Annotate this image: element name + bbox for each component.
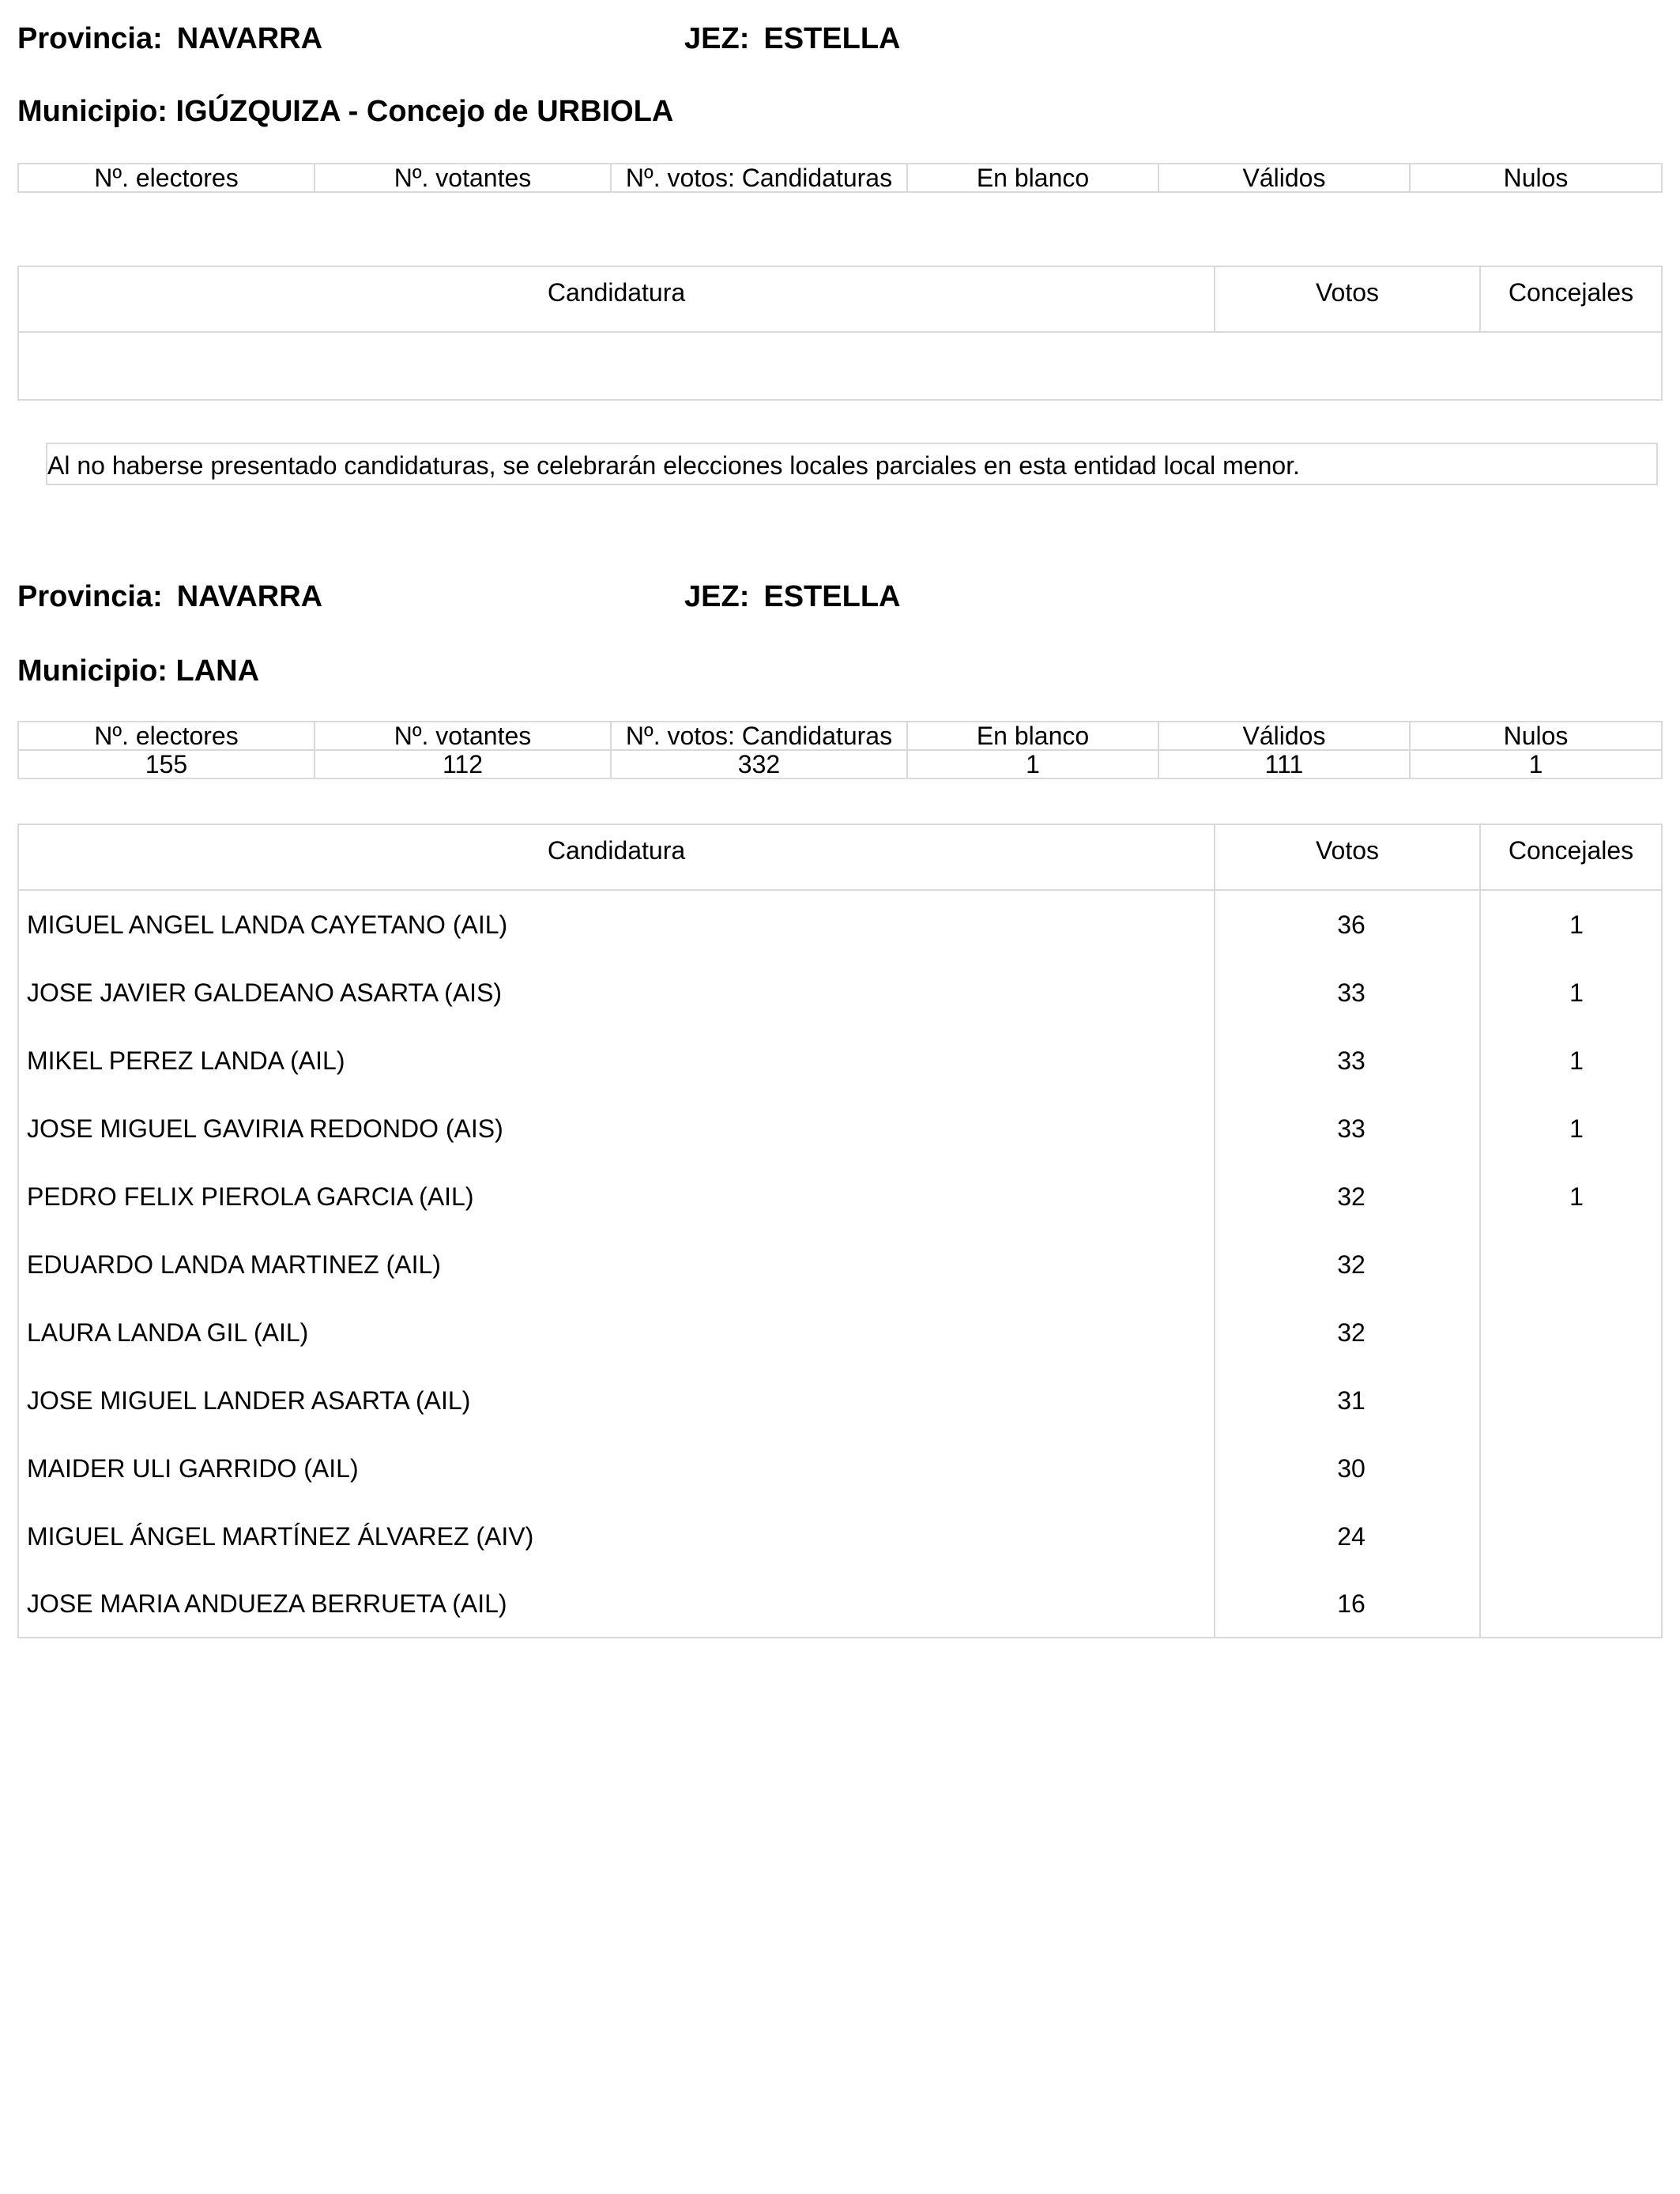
- table-row: [18, 1570, 1662, 1638]
- no-candidatures-note: Al no haberse presentado candidaturas, se celebrarán elecciones locales parciales en esta entidad local menor.: [46, 443, 1658, 485]
- candidate-votes: 33: [1215, 959, 1480, 1027]
- jez-line: [684, 579, 900, 615]
- nulos-value: 1: [1410, 750, 1662, 778]
- candidate-name: MIGUEL ÁNGEL MARTÍNEZ ÁLVAREZ (AIV): [27, 1521, 534, 1551]
- candidate-concejales: [1480, 1231, 1662, 1299]
- municipio-value: LANA: [175, 654, 260, 688]
- provincia-line: [17, 579, 322, 615]
- candidatura-header: Candidatura: [18, 266, 1215, 332]
- provincia-value: NAVARRA: [176, 22, 323, 55]
- candidate-concejales: [1480, 1502, 1662, 1570]
- validos-value: 111: [1158, 750, 1410, 778]
- provincia-label: Provincia:: [17, 580, 163, 613]
- votantes-value: 112: [315, 750, 611, 778]
- stats-header-row: [18, 164, 1662, 192]
- candidate-name: PEDRO FELIX PIEROLA GARCIA (AIL): [27, 1182, 474, 1211]
- table-row: [18, 1299, 1662, 1367]
- stats-header-cell: Nº. votos: Candidaturas: [611, 164, 907, 192]
- municipio-value: IGÚZQUIZA - Concejo de URBIOLA: [175, 95, 674, 128]
- candidate-votes: 32: [1215, 1299, 1480, 1367]
- stats-header-cell: Nº. electores: [18, 164, 315, 192]
- jez-value: ESTELLA: [763, 580, 901, 613]
- stats-header-cell: Nº. votantes: [315, 722, 611, 750]
- candidate-votes: 33: [1215, 1027, 1480, 1095]
- municipio-line: [17, 653, 259, 689]
- table-row: [18, 1231, 1662, 1299]
- stats-header-cell: Nº. votos: Candidaturas: [611, 722, 907, 750]
- concejales-header: Concejales: [1480, 824, 1662, 890]
- candidate-name: MAIDER ULI GARRIDO (AIL): [27, 1453, 359, 1483]
- candidate-name: MIGUEL ANGEL LANDA CAYETANO (AIL): [27, 910, 508, 939]
- stats-table: [17, 721, 1663, 779]
- en-blanco-value: 1: [907, 750, 1158, 778]
- table-row: [18, 1367, 1662, 1434]
- candidate-name: LAURA LANDA GIL (AIL): [27, 1318, 309, 1347]
- stats-header-cell: Nº. votantes: [315, 164, 611, 192]
- candidate-votes: 32: [1215, 1231, 1480, 1299]
- votos-header: Votos: [1215, 266, 1480, 332]
- candidate-votes: 16: [1215, 1570, 1480, 1638]
- candidate-concejales: [1480, 1570, 1662, 1638]
- candidate-name: JOSE JAVIER GALDEANO ASARTA (AIS): [27, 978, 503, 1007]
- candidate-votes: 24: [1215, 1502, 1480, 1570]
- table-row: [18, 1163, 1662, 1231]
- municipio-label: Municipio:: [17, 95, 168, 128]
- stats-header-cell: En blanco: [907, 164, 1158, 192]
- candidate-name: JOSE MIGUEL GAVIRIA REDONDO (AIS): [27, 1114, 503, 1143]
- jez-label: JEZ:: [684, 580, 750, 613]
- electores-value: 155: [18, 750, 315, 778]
- votos-header: Votos: [1215, 824, 1480, 890]
- jez-line: [684, 21, 900, 57]
- candidates-table: [17, 266, 1663, 401]
- table-row: [18, 1027, 1662, 1095]
- stats-header-cell: Nulos: [1410, 164, 1662, 192]
- candidate-votes: 32: [1215, 1163, 1480, 1231]
- empty-row: [18, 332, 1662, 400]
- jez-label: JEZ:: [684, 22, 750, 55]
- candidates-table: [17, 824, 1663, 1638]
- candidate-concejales: [1480, 1367, 1662, 1434]
- candidate-name: MIKEL PEREZ LANDA (AIL): [27, 1046, 345, 1075]
- candidate-concejales: 1: [1480, 1027, 1662, 1095]
- table-row: [18, 1095, 1662, 1163]
- candidate-concejales: 1: [1480, 890, 1662, 959]
- stats-header-row: [18, 722, 1662, 750]
- candidate-votes: 31: [1215, 1367, 1480, 1434]
- jez-value: ESTELLA: [763, 22, 901, 55]
- candidate-concejales: 1: [1480, 959, 1662, 1027]
- stats-header-cell: Válidos: [1158, 722, 1410, 750]
- concejales-header: Concejales: [1480, 266, 1662, 332]
- candidate-name: JOSE MIGUEL LANDER ASARTA (AIL): [27, 1385, 471, 1415]
- candidate-name: JOSE MARIA ANDUEZA BERRUETA (AIL): [27, 1589, 507, 1618]
- candidate-concejales: 1: [1480, 1095, 1662, 1163]
- table-row: [18, 1502, 1662, 1570]
- candidate-concejales: [1480, 1299, 1662, 1367]
- table-row: [18, 959, 1662, 1027]
- municipio-line: [17, 93, 673, 130]
- stats-header-cell: En blanco: [907, 722, 1158, 750]
- provincia-value: NAVARRA: [176, 580, 323, 613]
- provincia-line: [17, 21, 322, 57]
- votos-candidaturas-value: 332: [611, 750, 907, 778]
- stats-table: [17, 163, 1663, 193]
- candidates-header-row: [18, 824, 1662, 890]
- stats-header-cell: Nulos: [1410, 722, 1662, 750]
- table-row: [18, 890, 1662, 959]
- stats-header-cell: Válidos: [1158, 164, 1410, 192]
- candidate-votes: 33: [1215, 1095, 1480, 1163]
- candidates-header-row: [18, 266, 1662, 332]
- candidate-concejales: 1: [1480, 1163, 1662, 1231]
- candidate-concejales: [1480, 1434, 1662, 1502]
- stats-header-cell: Nº. electores: [18, 722, 315, 750]
- candidate-votes: 36: [1215, 890, 1480, 959]
- candidate-name: EDUARDO LANDA MARTINEZ (AIL): [27, 1250, 441, 1279]
- candidate-votes: 30: [1215, 1434, 1480, 1502]
- stats-value-row: [18, 750, 1662, 778]
- municipio-label: Municipio:: [17, 654, 168, 688]
- candidatura-header: Candidatura: [18, 824, 1215, 890]
- table-row: [18, 1434, 1662, 1502]
- provincia-label: Provincia:: [17, 22, 163, 55]
